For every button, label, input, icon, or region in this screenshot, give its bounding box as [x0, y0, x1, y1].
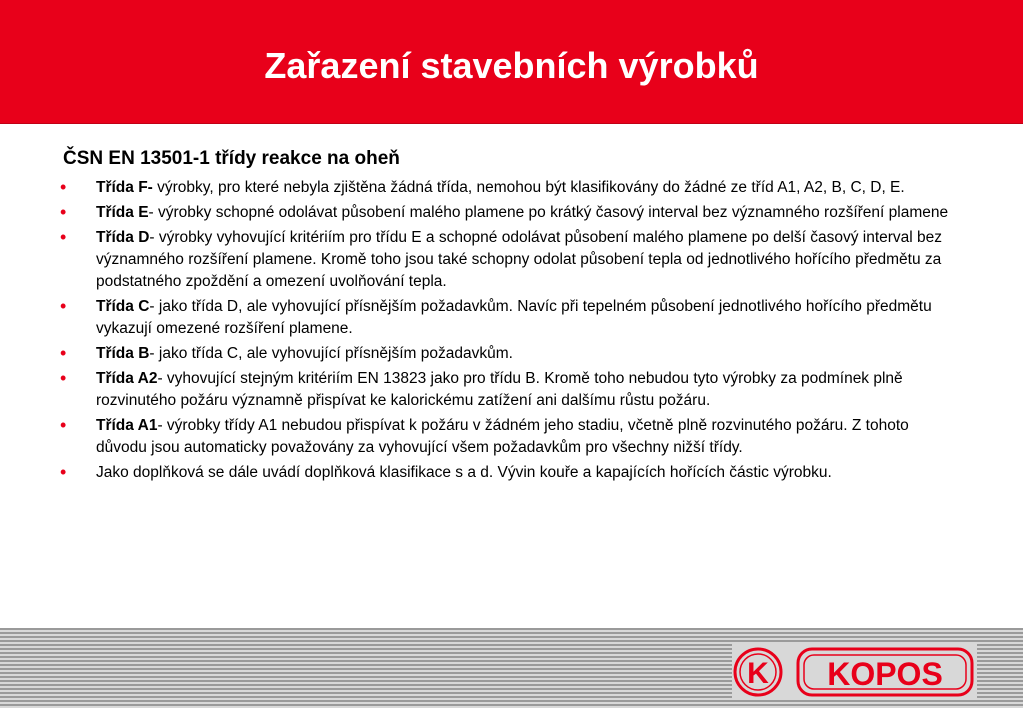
item-text: - vyhovující stejným kritériím EN 13823 jako pro třídu B. Kromě toho nebudou tyto výrobky za podmínek plně rozvinutého požáru významně přispívat ke kalorickému zatížení ani dalšímu růstu požáru.: [96, 370, 903, 409]
item-label: Třída A2: [96, 370, 158, 387]
item-text: - výrobky schopné odolávat působení malého plamene po krátký časový interval bez významného rozšíření plamene: [148, 204, 949, 221]
item-label: Třída C: [96, 298, 150, 315]
bullet-icon: •: [60, 296, 67, 316]
list-item-class-a2: [60, 368, 963, 412]
list-item-supplementary: [60, 462, 963, 484]
list-item-class-c: [60, 296, 963, 340]
item-text: - výrobky vyhovující kritériím pro třídu E a schopné odolávat působení malého plamene po delší časový interval bez významného rozšíření plamene. Kromě toho jsou také schopny odolat působení tepla od jednotlivého hořícího předmětu za podstatného zpoždění a omezení uvolňování tepla.: [96, 229, 943, 290]
list-item-class-f: [60, 177, 963, 199]
bullet-icon: •: [60, 202, 67, 222]
kopos-logo: [732, 644, 977, 700]
bullet-icon: •: [60, 227, 67, 247]
bullet-icon: •: [60, 177, 67, 197]
item-label: Třída F-: [96, 179, 153, 196]
logo-mark-text: K: [747, 657, 769, 690]
page-title: Zařazení stavebních výrobků: [264, 45, 759, 86]
item-label: Třída D: [96, 229, 150, 246]
item-label: Třída B: [96, 345, 150, 362]
list-item-class-d: [60, 227, 963, 293]
bullet-icon: •: [60, 415, 67, 435]
item-text: výrobky, pro které nebyla zjištěna žádná třída, nemohou být klasifikovány do žádné ze tříd A1, A2, B, C, D, E.: [152, 179, 905, 196]
bullet-icon: •: [60, 462, 67, 482]
list-item-class-b: [60, 343, 963, 365]
list-item-class-a1: [60, 415, 963, 459]
item-text: - výrobky třídy A1 nebudou přispívat k požáru v žádném jeho stadiu, včetně plně rozvinutého požáru. Z tohoto důvodu jsou automaticky považovány za vyhovující všem požadavkům pro všechny nižší třídy.: [96, 417, 909, 456]
item-text: Jako doplňková se dále uvádí doplňková klasifikace s a d. Vývin kouře a kapajících hořících částic výrobku.: [96, 464, 832, 481]
bullet-icon: •: [60, 368, 67, 388]
class-list: [60, 177, 963, 484]
logo-text: KOPOS: [827, 656, 943, 692]
item-label: Třída E: [96, 204, 149, 221]
item-text: - jako třída D, ale vyhovující přísnějším požadavkům. Navíc při tepelném působení jednotlivého hořícího předmětu vykazují omezené rozšíření plamene.: [96, 298, 932, 337]
item-text: - jako třída C, ale vyhovující přísnějším požadavkům.: [149, 345, 513, 362]
section-heading: ČSN EN 13501-1 třídy reakce na oheň: [63, 148, 400, 169]
item-label: Třída A1: [96, 417, 158, 434]
bullet-icon: •: [60, 343, 67, 363]
title-bar: [0, 0, 1023, 124]
list-item-class-e: [60, 202, 963, 224]
slide-content: [60, 147, 963, 487]
